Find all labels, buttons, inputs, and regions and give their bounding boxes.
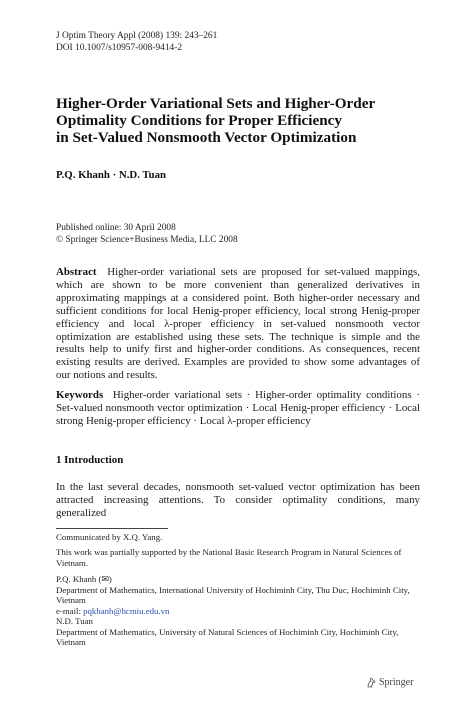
footnote-support: This work was partially supported by the National Basic Research Program in Natural Sciences of Vietnam.: [56, 547, 402, 568]
email-label: e-mail:: [56, 605, 81, 616]
title-line-2: Optimality Conditions for Proper Efficiency: [56, 112, 343, 129]
paper-title: [56, 95, 426, 146]
springer-horse-icon: [366, 677, 376, 688]
author-1-email-link[interactable]: pqkhanh@hcmiu.edu.vn: [83, 605, 170, 616]
footnote-author-1: [56, 574, 420, 616]
author-2-name: N.D. Tuan: [56, 616, 93, 626]
keywords: [56, 389, 420, 428]
copyright: © Springer Science+Business Media, LLC 2008: [56, 234, 238, 245]
footnote-rule: [56, 528, 168, 529]
publication-info: [56, 223, 238, 246]
doi-line: DOI 10.1007/s10957-008-9414-2: [56, 42, 183, 53]
footnote-author-2: [56, 616, 420, 648]
journal-citation: [56, 31, 217, 54]
published-online: Published online: 30 April 2008: [56, 223, 176, 233]
journal-line: J Optim Theory Appl (2008) 139: 243–261: [56, 31, 218, 41]
keywords-text: Higher-order variational sets · Higher-order optimality conditions · Set-valued nonsmooth vector optimization · Local Henig-proper efficiency · Local strong Henig-proper efficiency · Local λ-proper efficiency: [56, 389, 420, 427]
section-text: In the last several decades, nonsmooth set-valued vector optimization has been attracted increasing attentions. To consider optimality conditions, many generalized: [56, 481, 420, 519]
publisher-name: Springer: [379, 677, 414, 688]
title-line-3: in Set-Valued Nonsmooth Vector Optimization: [56, 129, 357, 146]
section-heading: 1 Introduction: [56, 454, 124, 466]
author-1-affiliation: Department of Mathematics, International University of Hochiminh City, Thu Duc, Hochiminh City, Vietnam: [56, 584, 410, 606]
author-2-affiliation: Department of Mathematics, University of Natural Sciences of Hochiminh City, Hochiminh City, Vietnam: [56, 626, 399, 648]
abstract-text: Higher-order variational sets are proposed for set-valued mappings, which are shown to be more convenient than generalized derivatives in approximating mappings at a considered point. Both higher-order necessary and sufficient conditions for local Henig-proper efficiency, local strong Henig-proper efficiency and local λ-proper efficiency in set-valued nonsmooth vector optimization are established using these sets. The technique is simple and the results help to unify first and higher-order conditions. As consequences, recent existing results are derived. Examples are provided to show some advantages of our notions and results.: [56, 266, 420, 382]
author-1-email-line: [56, 606, 420, 617]
abstract: [56, 266, 420, 382]
abstract-label: Abstract: [56, 266, 97, 278]
footnote-communicated: Communicated by X.Q. Yang.: [56, 532, 163, 542]
keywords-label: Keywords: [56, 389, 104, 401]
author-1-name: P.Q. Khanh (✉): [56, 574, 112, 584]
authors: P.Q. Khanh · N.D. Tuan: [56, 169, 167, 181]
springer-logo: [366, 677, 413, 688]
title-line-1: Higher-Order Variational Sets and Higher-Order: [56, 95, 376, 112]
